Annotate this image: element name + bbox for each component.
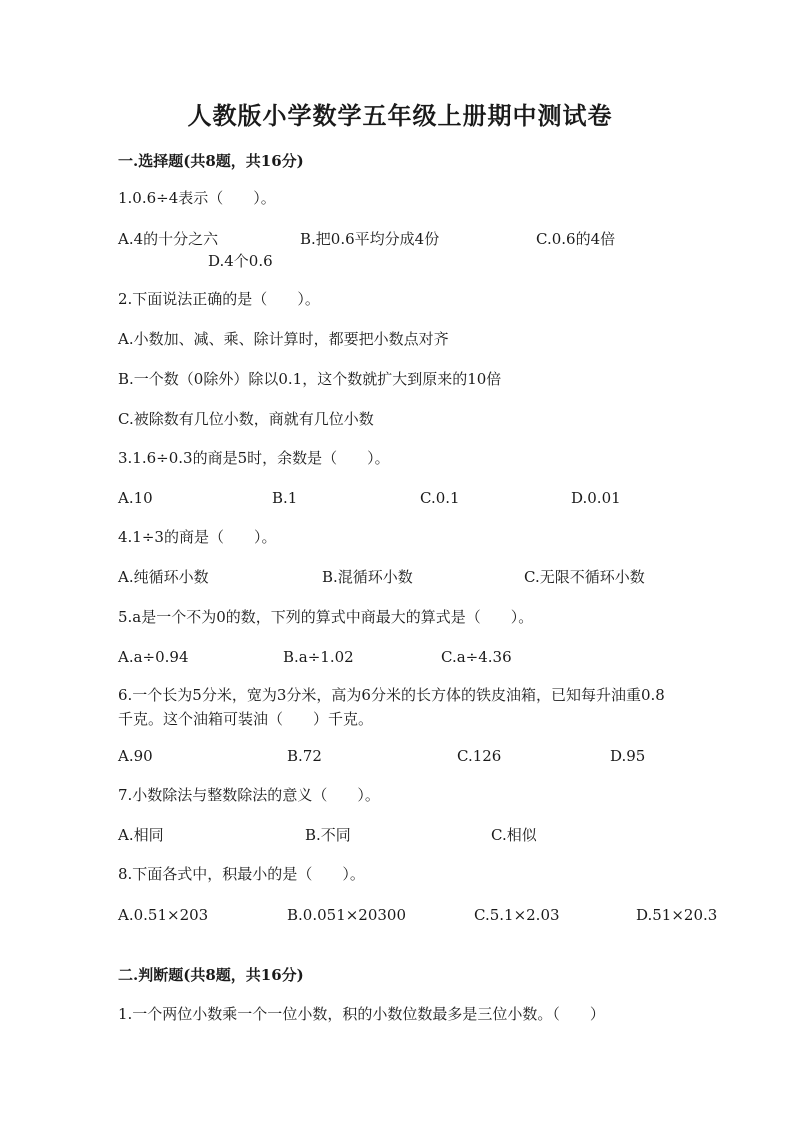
question-option: A.小数加、减、乘、除计算时，都要把小数点对齐 [118, 330, 449, 348]
question-option: A.10 [118, 489, 153, 507]
section-heading-judgement: 二.判断题(共8题，共16分) [118, 966, 304, 984]
question-text: 1.一个两位小数乘一个一位小数，积的小数位数最多是三位小数。（ ） [118, 1005, 605, 1023]
question-text: 1.0.6÷4表示（ ）。 [118, 189, 276, 207]
question-text: 7.小数除法与整数除法的意义（ ）。 [118, 786, 380, 804]
question-option: C.126 [457, 747, 502, 765]
question-text: 4.1÷3的商是（ ）。 [118, 528, 277, 546]
question-option: B.一个数（0除外）除以0.1，这个数就扩大到原来的10倍 [118, 370, 502, 388]
question-option: A.纯循环小数 [118, 568, 209, 586]
question-option: C.5.1×2.03 [474, 906, 560, 924]
section-heading-choice: 一.选择题(共8题，共16分) [118, 152, 304, 170]
question-option: C.0.6的4倍 [536, 230, 616, 248]
question-option: C.被除数有几位小数，商就有几位小数 [118, 410, 374, 428]
question-text: 2.下面说法正确的是（ ）。 [118, 290, 320, 308]
question-option: B.不同 [305, 826, 351, 844]
question-option: B.a÷1.02 [283, 648, 354, 666]
question-option: A.0.51×203 [118, 906, 209, 924]
question-option: D.51×20.3 [636, 906, 718, 924]
question-option: C.无限不循环小数 [524, 568, 645, 586]
question-option: B.混循环小数 [322, 568, 413, 586]
question-option: C.a÷4.36 [441, 648, 512, 666]
question-option: A.相同 [118, 826, 164, 844]
question-text: 5.a是一个不为0的数，下列的算式中商最大的算式是（ ）。 [118, 608, 534, 626]
question-option: B.把0.6平均分成4份 [300, 230, 440, 248]
question-text: 6.一个长为5分米，宽为3分米，高为6分米的长方体的铁皮油箱，已知每升油重0.8千克。这个油箱可装油（ ）千克。 [118, 686, 665, 728]
question-option: B.0.051×20300 [287, 906, 407, 924]
question-option: A.4的十分之六 [118, 230, 219, 248]
question-option: A.a÷0.94 [118, 648, 189, 666]
question-option: D.4个0.6 [208, 252, 273, 270]
question-text: 8.下面各式中，积最小的是（ ）。 [118, 865, 365, 883]
question-text: 3.1.6÷0.3的商是5时，余数是（ ）。 [118, 449, 390, 467]
question-option: A.90 [118, 747, 153, 765]
question-option: C.0.1 [420, 489, 460, 507]
page-title: 人教版小学数学五年级上册期中测试卷 [187, 101, 613, 130]
question-option: B.72 [287, 747, 322, 765]
question-option: D.95 [610, 747, 646, 765]
question-option: B.1 [272, 489, 298, 507]
question-option: D.0.01 [571, 489, 621, 507]
question-option: C.相似 [491, 826, 537, 844]
